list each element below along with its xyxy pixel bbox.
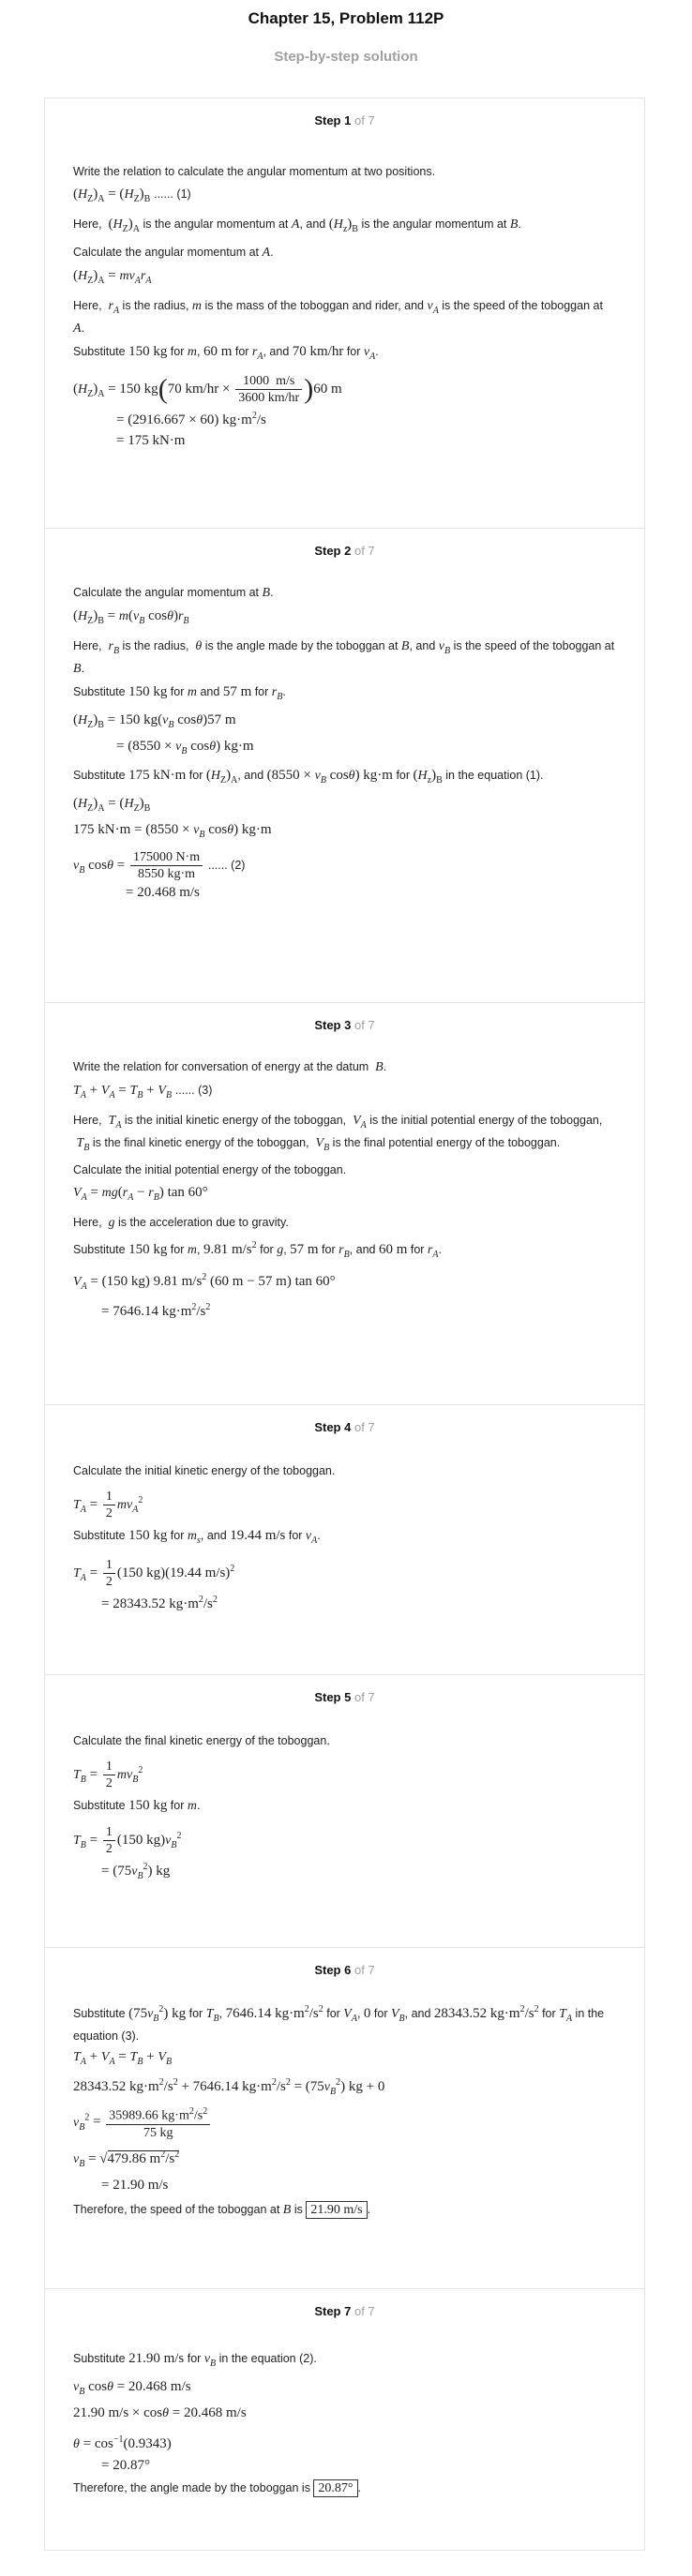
step-heading: Step 7 of 7 <box>314 2304 375 2318</box>
step-heading: Step 4 of 7 <box>314 1420 375 1434</box>
answer-box: 20.87° <box>313 2479 357 2497</box>
step-heading: Step 3 of 7 <box>314 1018 375 1032</box>
step-heading: Step 2 of 7 <box>314 544 375 558</box>
page-subtitle: Step-by-step solution <box>274 49 418 65</box>
step-card-1: Step 1 of 7 Write the relation to calculate the angular momentum at two positions. $(H_Z)_A = (H_Z)_B$ ...... (1) Here, $(H_Z)_A$ is the angular momentum at A, and $(H_z)_B$ is the angular momentum at B. Calculate the angular momentum at A. $(H_Z)_A = mv_Ar_A$ Here, $r_A$ is the radius, m is the mass of the toboggan and rider, and $v_A$ is the speed of the toboggan at A. Substitute 150 kg for m, 60 m for $r_A$, and 70 km/hr for $v_A$. $(H_Z)_A = 150$ kg(70 km/hr × $\frac{1000 m/s}{3600 km/hr}$ )60 m = (2916.667 × 60) $kg\cdot m^2/s$ = 175 kN·m <box>44 97 645 529</box>
step-heading: Step 5 of 7 <box>314 1690 375 1704</box>
step-card-5: Step 5 of 7 Calculate the final kinetic energy of the toboggan. $T_B$ = $\frac{1}{2}$ $mv_B^2$ Substitute 150 kg for m. $T_B$ = $\frac{1}{2}$ (150 $kg)v_B^2$ = $(75v_B^2)$ kg <box>44 1674 645 1948</box>
step-card-3: Step 3 of 7 Write the relation for conversation of energy at the datum B. $T_A + V_A = T_B + V_B$ ...... (3) Here, $T_A$ is the initial kinetic energy of the toboggan, $V_A$ is the initial potential energy of the toboggan, $T_B$ is the final kinetic energy of the toboggan, $V_B$ is the final potential energy of the toboggan. Calculate the initial potential energy of the toboggan. $V_A = mg(r_A - r_B)$ tan 60° Here, g is the acceleration due to gravity. Substitute 150 kg for m, 9.81 $m/s^2$ for g, 57 m for $r_B$, and 60 m for $r_A$. $V_A = (150$ kg) 9.81 $m/s^2$ (60 m − 57 m) tan 60° = 7646.14 $kg\cdot m^2/s^2$ <box>44 1002 645 1405</box>
step-heading: Step 1 of 7 <box>314 113 375 127</box>
step-card-2: Step 2 of 7 Calculate the angular momentum at B. $(H_Z)_B = m(v_B$ $\cos\theta)r_B$ Here, $r_B$ is the radius, θ is the angle made by the toboggan at B, and $v_B$ is the speed of the toboggan at B. Substitute 150 kg for m and 57 m for $r_B$. $(H_Z)_B = 150$ $kg(v_B$ cosθ)57 m = ($8550 \times v_B$ cosθ) kg·m Substitute 175 kN·m for $(H_Z)_A$, and ($8550 \times v_B$ cosθ) kg·m for $(H_z)_B$ in the equation (1). $(H_Z)_A = (H_Z)_B$ 175 $kN\cdot m = (8550 \times v_B$ cosθ) kg·m $v_B$ cosθ = $\frac{175000 N\cdot m}{8550 kg\cdot m}$ ...... (2) = 20.468 m/s <box>44 528 645 1003</box>
step-text: Write the relation to calculate the angular momentum at two positions. <box>73 165 436 178</box>
step-card-7: Step 7 of 7 Substitute 21.90 m/s for $v_B$ in the equation (2). $v_B$ cosθ = 20.468 m/s 21.90 m/s × cosθ = 20.468 m/s $\theta = \cos^{-1}(0.9343)$ = 20.87° Therefore, the angle made by the toboggan is 20.87° . <box>44 2288 645 2551</box>
step-heading: Step 6 of 7 <box>314 1963 375 1977</box>
step-card-6: Step 6 of 7 Substitute $(75v_B^2)$ kg for $T_B$, 7646.14 $kg\cdot m^2/s^2$ for $V_A$, 0 for $V_B$, and 28343.52 $kg\cdot m^2/s^2$ for $T_A$ in the equation (3). $T_A + V_A = T_B + V_B$ 28343.52 $kg\cdot m^2/s^2 + 7646.14$ $kg\cdot m^2/s^2 = (75v_B^2)$ kg + 0 $v_B^2$ = $\frac{35989.66 kg\cdot m^2/s^2}{75 kg}$ $v_B = √479.86$ $m^2/s^2$ = 21.90 m/s Therefore, the speed of the toboggan at B is 21.90 m/s . <box>44 1947 645 2289</box>
answer-box: 21.90 m/s <box>306 2201 367 2219</box>
page-title: Chapter 15, Problem 112P <box>248 9 444 27</box>
step-card-4: Step 4 of 7 Calculate the initial kinetic energy of the toboggan. $T_A$ = $\frac{1}{2}$ $mv_A^2$ Substitute 150 kg for $m_s$, and 19.44 m/s for $v_A$. $T_A$ = $\frac{1}{2}$ (150 kg)(19.44 m/s)$^2$ = 28343.52 $kg\cdot m^2/s^2$ <box>44 1404 645 1675</box>
